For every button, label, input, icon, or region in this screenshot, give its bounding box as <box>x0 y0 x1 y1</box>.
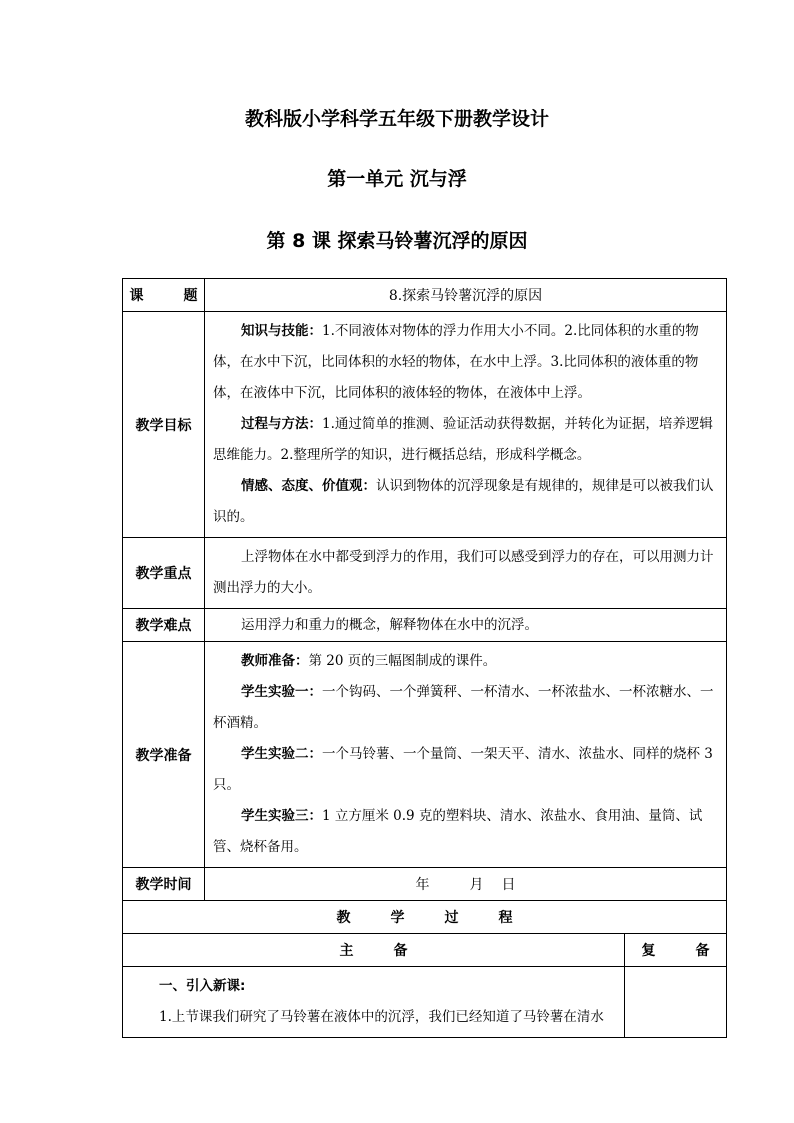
goals-content <box>205 312 727 538</box>
time-label: 教学时间 <box>123 868 205 901</box>
process-d: 程 <box>498 910 513 926</box>
lesson-plan-table <box>122 278 727 1038</box>
exp2-title: 学生实验二： <box>241 746 322 762</box>
teacher-text: 第 20 页的三幅图制成的课件。 <box>308 653 497 669</box>
key-text: 上浮物体在水中都受到浮力的作用，我们可以感受到浮力的存在，可以用测力计测出浮力的大小。 <box>213 549 714 596</box>
review-cell <box>625 967 727 1038</box>
exp2-text: 一个马铃薯、一个量筒、一架天平、清水、浓盐水、同样的烧杯 3 只。 <box>213 746 713 793</box>
prep-exp2 <box>213 739 718 801</box>
topic-row <box>123 279 727 312</box>
process-row <box>123 901 727 934</box>
goals-knowledge <box>213 316 718 409</box>
emotion-text: 认识到物体的沉浮现象是有规律的，规律是可以被我们认识的。 <box>213 478 714 525</box>
time-value <box>205 868 727 901</box>
prep-heading-row <box>123 934 727 967</box>
intro-text: 1.上节课我们研究了马铃薯在液体中的沉浮，我们已经知道了马铃薯在清水 <box>159 1009 604 1025</box>
main-prep-b: 备 <box>393 943 408 959</box>
process-text: 1.通过简单的推测、验证活动获得数据，并转化为证据，培养逻辑思维能力。2.整理所学的知识，进行概括总结，形成科学概念。 <box>213 416 713 463</box>
main-prep-a: 主 <box>339 943 354 959</box>
key-label: 教学重点 <box>123 538 205 609</box>
exp1-text: 一个钩码、一个弹簧秤、一杯清水、一杯浓盐水、一杯浓糖水、一杯酒精。 <box>213 684 714 731</box>
intro-row <box>123 967 727 1038</box>
review-b: 备 <box>695 943 710 959</box>
knowledge-text: 1.不同液体对物体的浮力作用大小不同。2.比同体积的水重的物体，在水中下沉，比同体积的水轻的物体，在水中上浮。3.比同体积的液体重的物体，在液体中下沉，比同体积的液体轻的物体，在液体中上浮。 <box>213 323 699 401</box>
goals-row <box>123 312 727 538</box>
difficulty-label: 教学难点 <box>123 609 205 642</box>
emotion-title: 情感、态度、价值观： <box>241 478 376 494</box>
goals-process <box>213 409 718 471</box>
key-row <box>123 538 727 609</box>
review-heading <box>625 934 727 967</box>
time-year: 年 <box>415 877 430 893</box>
prep-row <box>123 642 727 868</box>
intro-title: 一、引入新课: <box>159 978 246 994</box>
topic-label-b: 题 <box>183 288 198 304</box>
unit-title: 第一单元 沉与浮 <box>327 168 467 190</box>
prep-exp1 <box>213 677 718 739</box>
difficulty-content <box>205 609 727 642</box>
time-day: 日 <box>501 877 516 893</box>
exp3-title: 学生实验三： <box>241 808 322 824</box>
topic-label <box>123 279 205 312</box>
time-row <box>123 868 727 901</box>
intro-content <box>123 967 625 1038</box>
time-month: 月 <box>469 877 484 893</box>
prep-exp3 <box>213 801 718 863</box>
topic-label-a: 课 <box>129 288 144 304</box>
difficulty-text: 运用浮力和重力的概念，解释物体在水中的沉浮。 <box>241 616 538 633</box>
document-title: 教科版小学科学五年级下册教学设计 <box>244 108 549 130</box>
prep-label: 教学准备 <box>123 642 205 868</box>
topic-value: 8.探索马铃薯沉浮的原因 <box>205 279 727 312</box>
goals-emotion <box>213 471 718 533</box>
main-prep-heading <box>123 934 625 967</box>
prep-content <box>205 642 727 868</box>
prep-teacher <box>213 646 718 677</box>
process-c: 过 <box>444 910 459 926</box>
teacher-title: 教师准备： <box>241 653 309 669</box>
process-title: 过程与方法： <box>241 416 322 432</box>
process-heading <box>123 901 727 934</box>
difficulty-row <box>123 609 727 642</box>
process-b: 学 <box>390 910 405 926</box>
lesson-title: 第 8 课 探索马铃薯沉浮的原因 <box>266 230 528 252</box>
exp3-text: 1 立方厘米 0.9 克的塑料块、清水、浓盐水、食用油、量筒、试管、烧杯备用。 <box>213 808 703 855</box>
process-a: 教 <box>336 910 351 926</box>
knowledge-title: 知识与技能： <box>241 323 322 339</box>
goals-label: 教学目标 <box>123 312 205 538</box>
review-a: 复 <box>641 943 656 959</box>
exp1-title: 学生实验一： <box>241 684 322 700</box>
key-content <box>205 538 727 609</box>
